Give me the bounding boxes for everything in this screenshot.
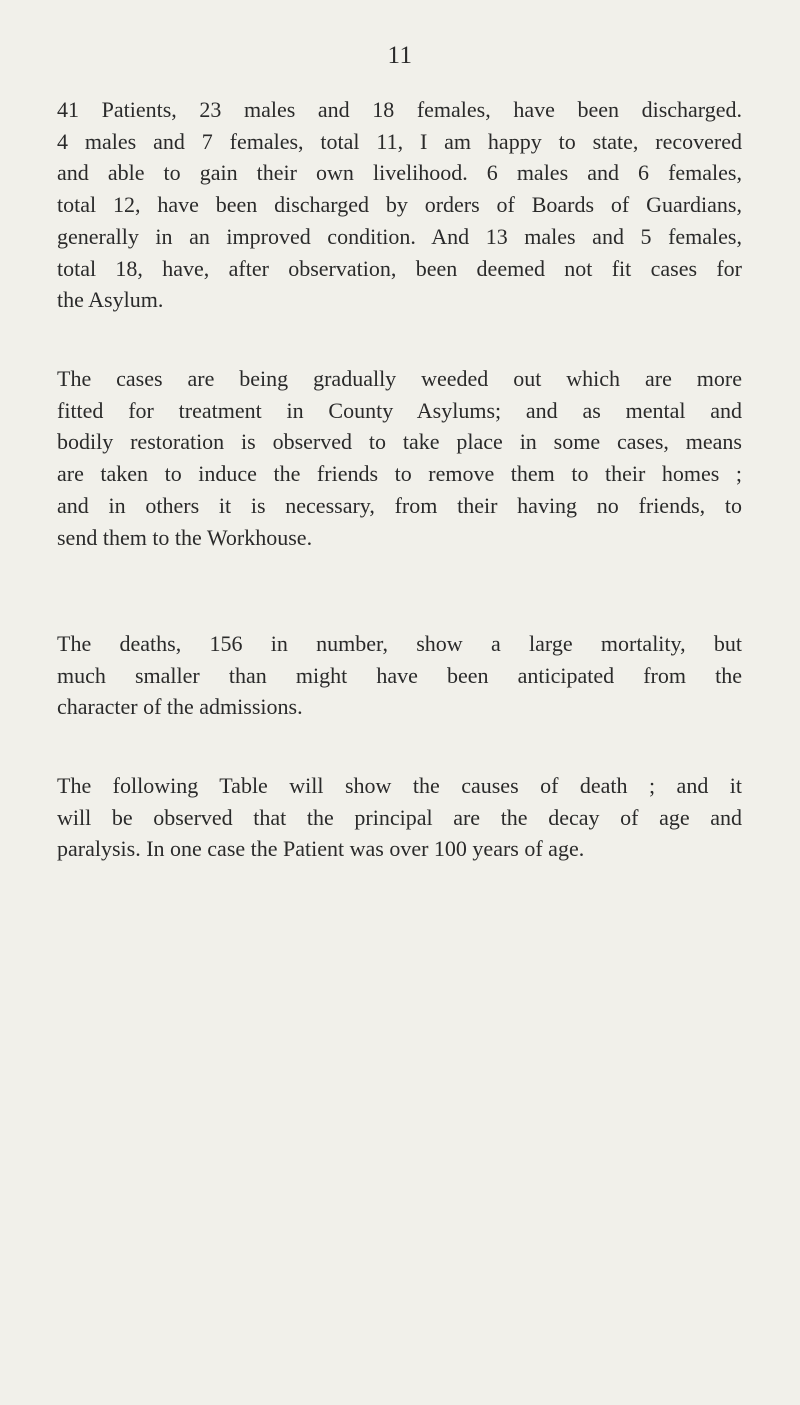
text-line: bodily restoration is observed to take place in some cases, means [57, 429, 742, 455]
paragraph-causes-of-death [57, 770, 742, 865]
text-line: The following Table will show the causes of death ; and it [57, 773, 742, 798]
page-number: 11 [387, 42, 413, 69]
text-line: generally in an improved condition. And 13 males and 5 females, [57, 223, 742, 249]
text-line: are taken to induce the friends to remove them to their homes ; [57, 461, 742, 487]
paragraph-deaths [57, 628, 742, 723]
paragraph-cases-weeded-out [57, 363, 742, 553]
text-line: 41 Patients, 23 males and 18 females, have been discharged. [57, 97, 742, 122]
text-line: will be observed that the principal are the decay of age and [57, 804, 742, 830]
text-line: and in others it is necessary, from their having no friends, to [57, 492, 742, 518]
text-line: fitted for treatment in County Asylums; and as mental and [57, 397, 742, 423]
text-line: character of the admissions. [57, 694, 303, 720]
text-line: total 12, have been discharged by orders of Boards of Guardians, [57, 192, 742, 218]
text-line: the Asylum. [57, 287, 164, 313]
text-line: total 18, have, after observation, been deemed not fit cases for [57, 255, 742, 281]
text-line: much smaller than might have been anticipated from the [57, 662, 742, 688]
text-line: paralysis. In one case the Patient was over 100 years of age. [57, 836, 585, 862]
text-line: send them to the Workhouse. [57, 524, 313, 550]
text-line: The deaths, 156 in number, show a large mortality, but [57, 631, 742, 656]
paragraph-discharged-patients [57, 94, 742, 316]
text-line: The cases are being gradually weeded out which are more [57, 366, 742, 391]
text-line: 4 males and 7 females, total 11, I am happy to state, recovered [57, 128, 742, 154]
text-line: and able to gain their own livelihood. 6 males and 6 females, [57, 160, 742, 186]
